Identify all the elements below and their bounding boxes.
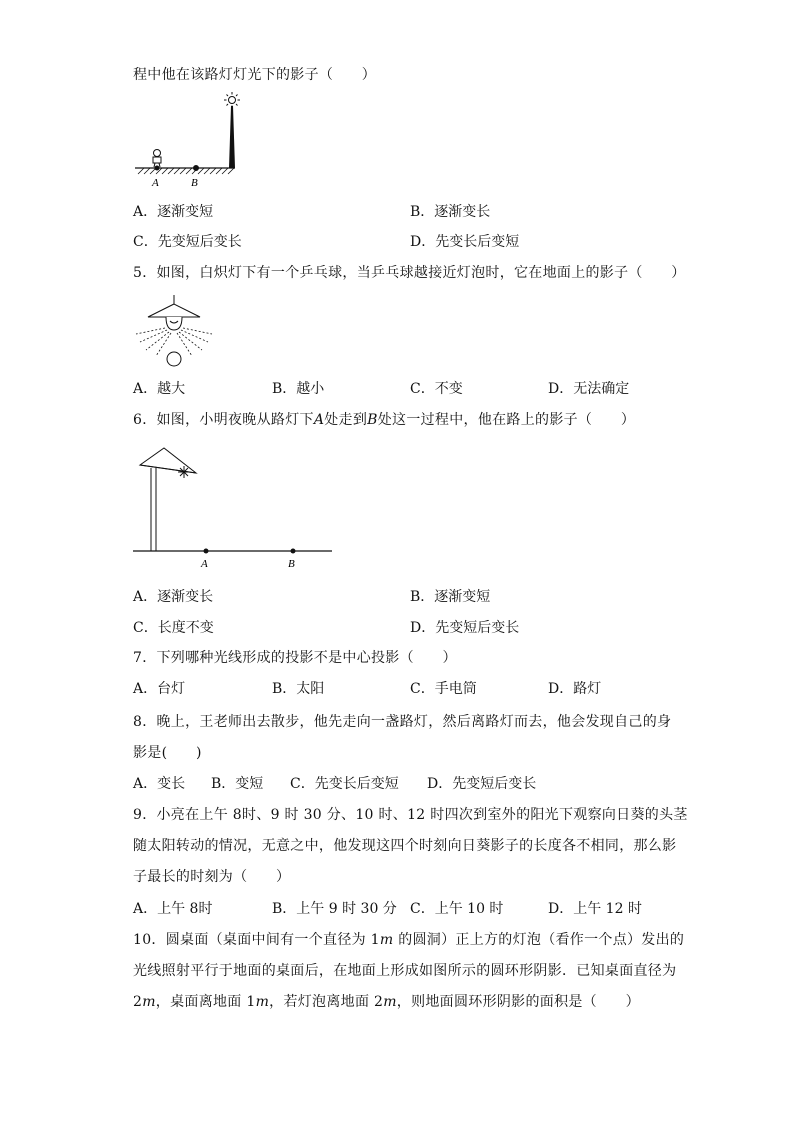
q4-option-a: A．逐渐变短 bbox=[133, 204, 214, 220]
q4-streetlight-figure bbox=[132, 90, 242, 190]
point-b bbox=[193, 165, 199, 171]
q10-stem-line3: 2m，桌面离地面 1m，若灯泡离地面 2m，则地面圆环形阴影的面积是（ ） bbox=[133, 994, 640, 1010]
q4-stem: 程中他在该路灯灯光下的影子（ ） bbox=[133, 67, 377, 83]
ground-hatching bbox=[138, 168, 234, 174]
sun-light-icon bbox=[224, 92, 240, 108]
q6-streetlight-figure bbox=[130, 440, 335, 572]
point-a bbox=[204, 549, 209, 554]
q7-option-b: B．太阳 bbox=[272, 681, 325, 697]
point-a bbox=[155, 166, 160, 171]
q8-option-d: D．先变短后变长 bbox=[427, 776, 537, 792]
q5-option-d: D．无法确定 bbox=[548, 381, 630, 397]
q8-stem-line1: 8．晚上，王老师出去散步，他先走向一盏路灯，然后离路灯而去，他会发现自己的身 bbox=[133, 714, 672, 730]
var-a: A bbox=[313, 412, 325, 428]
q4-option-c: C．先变短后变长 bbox=[133, 234, 242, 250]
q6-option-d: D．先变短后变长 bbox=[410, 620, 520, 636]
q6-option-c: C．长度不变 bbox=[133, 620, 214, 636]
label-b: B bbox=[191, 177, 198, 189]
q7-option-c: C．手电筒 bbox=[410, 681, 477, 697]
lampshade bbox=[148, 304, 200, 317]
q5-option-a: A．越大 bbox=[133, 381, 186, 397]
q9-option-b: B．上午 9 时 30 分 bbox=[272, 901, 397, 917]
label-a: A bbox=[152, 177, 159, 189]
q9-stem-line2: 随太阳转动的情况，无意之中，他发现这四个时刻向日葵影子的长度各不相同，那么影 bbox=[133, 838, 677, 854]
q9-option-d: D．上午 12 时 bbox=[548, 901, 642, 917]
person-icon bbox=[153, 150, 161, 168]
q8-option-b: B．变短 bbox=[211, 776, 264, 792]
q5-bulb-figure bbox=[132, 292, 217, 370]
q9-option-a: A．上午 8时 bbox=[133, 901, 213, 917]
q8-option-a: A．变长 bbox=[133, 776, 186, 792]
bulb-icon bbox=[166, 317, 182, 330]
q4-option-d: D．先变长后变短 bbox=[410, 234, 520, 250]
lamp-pole bbox=[229, 106, 235, 168]
q10-stem-line2: 光线照射平行于地面的桌面后，在地面上形成如图所示的圆环形阴影．已知桌面直径为 bbox=[133, 963, 677, 979]
q6-option-b: B．逐渐变短 bbox=[410, 589, 491, 605]
q8-option-c: C．先变长后变短 bbox=[290, 776, 399, 792]
q5-stem: 5．如图，白炽灯下有一个乒乓球，当乒乓球越接近灯泡时，它在地面上的影子（ ） bbox=[133, 265, 686, 281]
q7-option-a: A．台灯 bbox=[133, 681, 186, 697]
q7-option-d: D．路灯 bbox=[548, 681, 602, 697]
var-b: B bbox=[367, 412, 378, 428]
q9-stem-line3: 子最长的时刻为（ ） bbox=[133, 869, 291, 885]
q5-option-c: C．不变 bbox=[410, 381, 463, 397]
q6-option-a: A．逐渐变长 bbox=[133, 589, 214, 605]
q7-stem: 7．下列哪种光线形成的投影不是中心投影（ ） bbox=[133, 650, 457, 666]
q4-option-b: B．逐渐变长 bbox=[410, 204, 491, 220]
point-b bbox=[291, 549, 296, 554]
pingpong-ball bbox=[167, 352, 181, 366]
label-b: B bbox=[288, 558, 295, 570]
label-a: A bbox=[201, 558, 208, 570]
q8-stem-line2: 影是( ) bbox=[133, 745, 202, 761]
q9-option-c: C．上午 10 时 bbox=[410, 901, 504, 917]
q10-stem-line1: 10．圆桌面（桌面中间有一个直径为 1m 的圆洞）正上方的灯泡（看作一个点）发出的 bbox=[133, 932, 685, 948]
q6-stem: 6．如图，小明夜晚从路灯下A处走到B处这一过程中，他在路上的影子（ ） bbox=[133, 412, 636, 428]
q9-stem-line1: 9．小亮在上午 8时、9 时 30 分、10 时、12 时四次到室外的阳光下观察向日葵的头茎 bbox=[133, 807, 688, 823]
q5-option-b: B．越小 bbox=[272, 381, 325, 397]
